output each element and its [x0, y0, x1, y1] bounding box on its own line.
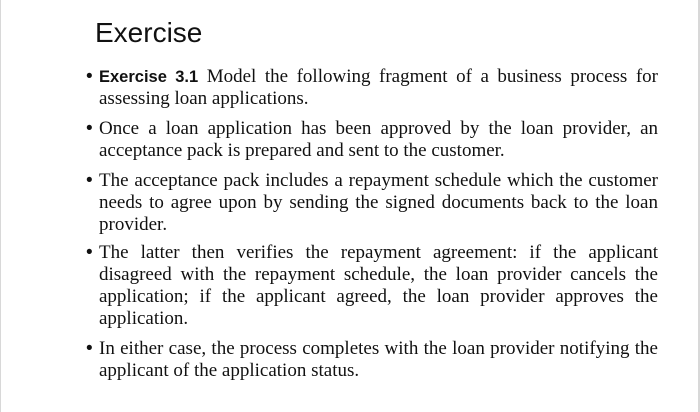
- bullet-icon: •: [86, 242, 93, 263]
- bullet-item: [80, 338, 658, 382]
- bullet-icon: •: [86, 66, 93, 87]
- bullet-icon: •: [86, 170, 93, 191]
- bullet-item: [80, 170, 658, 236]
- bullet-icon: •: [86, 118, 93, 139]
- bullet-text: [99, 66, 658, 110]
- bullet-body: Model the following fragment of a business process for assessing loan applications.: [99, 66, 658, 109]
- bullet-icon: •: [86, 338, 93, 359]
- bullet-text: The latter then verifies the repayment agreement: if the applicant disagreed with the repayment schedule, the loan provider cancels the application; if the applicant agreed, the loan provider approves the application.: [99, 242, 658, 329]
- slide-left-edge: [0, 0, 1, 412]
- slide-title: Exercise: [95, 17, 203, 48]
- bullet-text: The acceptance pack includes a repayment schedule which the customer needs to agree upon by sending the signed documents back to the loan provider.: [99, 170, 658, 235]
- bullet-text: In either case, the process completes with the loan provider notifying the applicant of the application status.: [99, 338, 658, 381]
- bullet-item: [80, 66, 658, 110]
- exercise-label: Exercise 3.1: [99, 68, 199, 86]
- bullet-item: [80, 242, 658, 330]
- bullet-item: [80, 118, 658, 162]
- bullet-text: Once a loan application has been approved by the loan provider, an acceptance pack is prepared and sent to the customer.: [99, 118, 658, 161]
